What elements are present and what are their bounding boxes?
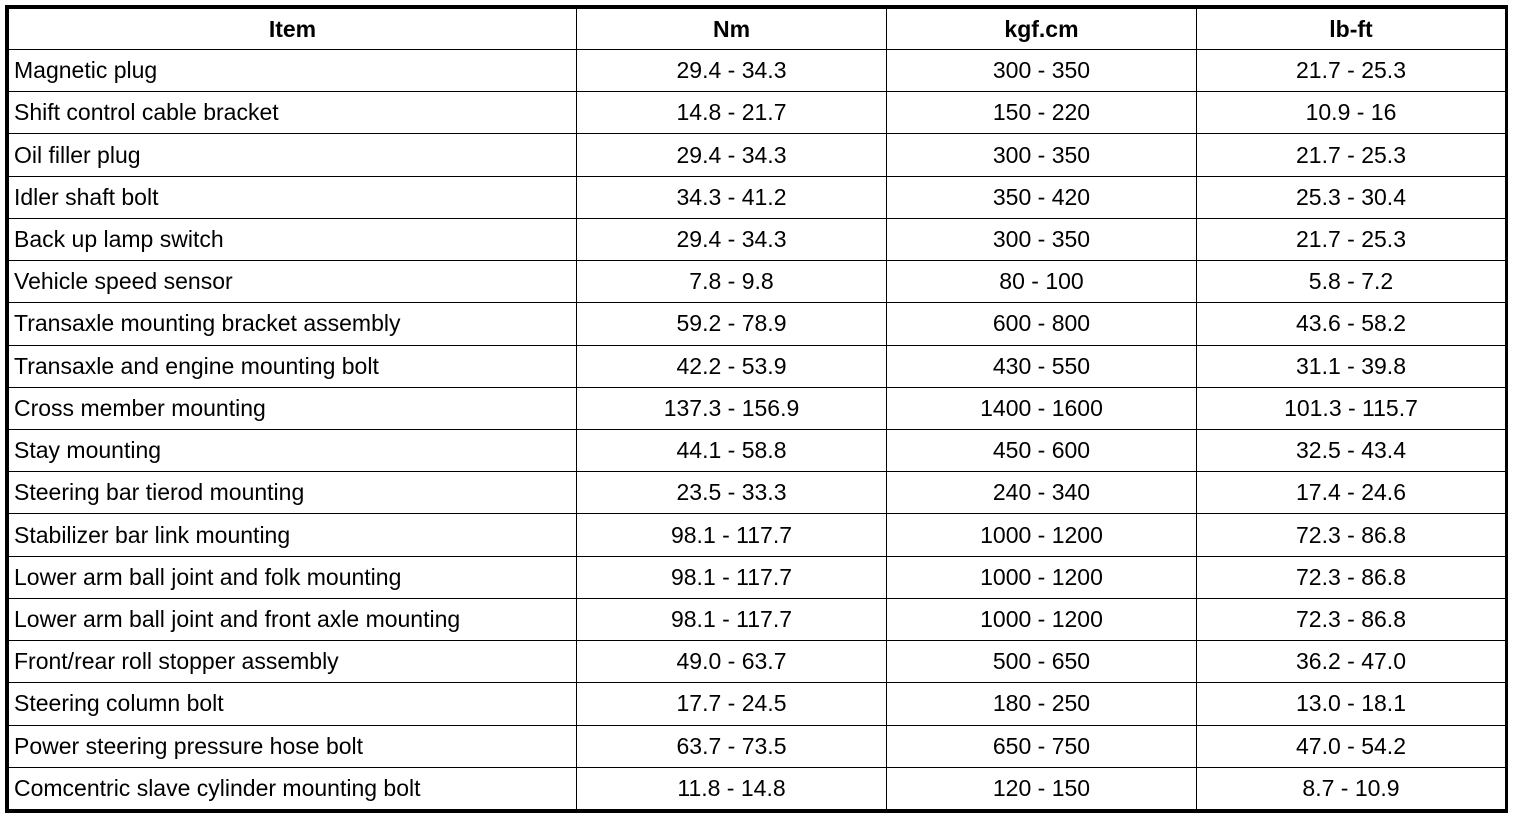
cell-nm: 29.4 - 34.3	[577, 218, 887, 260]
table-row	[9, 472, 1506, 514]
cell-lb-ft: 25.3 - 30.4	[1197, 176, 1506, 218]
header-item: Item	[9, 9, 577, 50]
cell-kgf-cm: 80 - 100	[887, 261, 1197, 303]
cell-nm: 17.7 - 24.5	[577, 683, 887, 725]
cell-nm: 49.0 - 63.7	[577, 641, 887, 683]
cell-lb-ft: 21.7 - 25.3	[1197, 134, 1506, 176]
cell-item: Stay mounting	[9, 429, 577, 471]
torque-spec-table	[8, 8, 1506, 810]
cell-kgf-cm: 500 - 650	[887, 641, 1197, 683]
torque-spec-table-frame	[5, 5, 1508, 813]
table-row	[9, 641, 1506, 683]
table-body	[9, 50, 1506, 810]
cell-kgf-cm: 1000 - 1200	[887, 514, 1197, 556]
cell-lb-ft: 17.4 - 24.6	[1197, 472, 1506, 514]
table-row	[9, 387, 1506, 429]
cell-lb-ft: 32.5 - 43.4	[1197, 429, 1506, 471]
table-row	[9, 50, 1506, 92]
table-row	[9, 176, 1506, 218]
cell-kgf-cm: 600 - 800	[887, 303, 1197, 345]
cell-kgf-cm: 120 - 150	[887, 767, 1197, 809]
cell-kgf-cm: 300 - 350	[887, 134, 1197, 176]
cell-kgf-cm: 1400 - 1600	[887, 387, 1197, 429]
cell-item: Steering bar tierod mounting	[9, 472, 577, 514]
cell-lb-ft: 21.7 - 25.3	[1197, 50, 1506, 92]
cell-item: Lower arm ball joint and folk mounting	[9, 556, 577, 598]
cell-nm: 59.2 - 78.9	[577, 303, 887, 345]
cell-kgf-cm: 430 - 550	[887, 345, 1197, 387]
cell-nm: 34.3 - 41.2	[577, 176, 887, 218]
cell-item: Comcentric slave cylinder mounting bolt	[9, 767, 577, 809]
cell-kgf-cm: 300 - 350	[887, 50, 1197, 92]
table-row	[9, 303, 1506, 345]
header-lb-ft: lb-ft	[1197, 9, 1506, 50]
cell-item: Cross member mounting	[9, 387, 577, 429]
cell-item: Vehicle speed sensor	[9, 261, 577, 303]
table-row	[9, 134, 1506, 176]
cell-nm: 7.8 - 9.8	[577, 261, 887, 303]
cell-nm: 98.1 - 117.7	[577, 556, 887, 598]
cell-lb-ft: 101.3 - 115.7	[1197, 387, 1506, 429]
header-nm: Nm	[577, 9, 887, 50]
cell-kgf-cm: 350 - 420	[887, 176, 1197, 218]
cell-lb-ft: 31.1 - 39.8	[1197, 345, 1506, 387]
cell-nm: 23.5 - 33.3	[577, 472, 887, 514]
header-kgf-cm: kgf.cm	[887, 9, 1197, 50]
cell-item: Transaxle and engine mounting bolt	[9, 345, 577, 387]
cell-lb-ft: 5.8 - 7.2	[1197, 261, 1506, 303]
cell-kgf-cm: 1000 - 1200	[887, 556, 1197, 598]
table-header	[9, 9, 1506, 50]
cell-lb-ft: 43.6 - 58.2	[1197, 303, 1506, 345]
cell-kgf-cm: 240 - 340	[887, 472, 1197, 514]
cell-item: Transaxle mounting bracket assembly	[9, 303, 577, 345]
cell-nm: 42.2 - 53.9	[577, 345, 887, 387]
table-row	[9, 683, 1506, 725]
cell-nm: 98.1 - 117.7	[577, 598, 887, 640]
cell-lb-ft: 72.3 - 86.8	[1197, 556, 1506, 598]
cell-item: Power steering pressure hose bolt	[9, 725, 577, 767]
cell-nm: 11.8 - 14.8	[577, 767, 887, 809]
cell-lb-ft: 10.9 - 16	[1197, 92, 1506, 134]
table-row	[9, 725, 1506, 767]
cell-kgf-cm: 1000 - 1200	[887, 598, 1197, 640]
cell-nm: 29.4 - 34.3	[577, 134, 887, 176]
cell-item: Stabilizer bar link mounting	[9, 514, 577, 556]
cell-lb-ft: 21.7 - 25.3	[1197, 218, 1506, 260]
table-row	[9, 767, 1506, 809]
table-row	[9, 218, 1506, 260]
cell-lb-ft: 47.0 - 54.2	[1197, 725, 1506, 767]
cell-item: Oil filler plug	[9, 134, 577, 176]
cell-item: Magnetic plug	[9, 50, 577, 92]
cell-nm: 44.1 - 58.8	[577, 429, 887, 471]
cell-lb-ft: 36.2 - 47.0	[1197, 641, 1506, 683]
table-row	[9, 345, 1506, 387]
cell-lb-ft: 13.0 - 18.1	[1197, 683, 1506, 725]
cell-nm: 98.1 - 117.7	[577, 514, 887, 556]
cell-item: Lower arm ball joint and front axle mounting	[9, 598, 577, 640]
cell-lb-ft: 72.3 - 86.8	[1197, 514, 1506, 556]
cell-item: Back up lamp switch	[9, 218, 577, 260]
table-row	[9, 514, 1506, 556]
cell-nm: 63.7 - 73.5	[577, 725, 887, 767]
cell-nm: 14.8 - 21.7	[577, 92, 887, 134]
cell-nm: 137.3 - 156.9	[577, 387, 887, 429]
cell-lb-ft: 72.3 - 86.8	[1197, 598, 1506, 640]
header-row	[9, 9, 1506, 50]
table-row	[9, 261, 1506, 303]
cell-item: Steering column bolt	[9, 683, 577, 725]
cell-kgf-cm: 450 - 600	[887, 429, 1197, 471]
table-row	[9, 556, 1506, 598]
cell-lb-ft: 8.7 - 10.9	[1197, 767, 1506, 809]
cell-item: Shift control cable bracket	[9, 92, 577, 134]
cell-kgf-cm: 150 - 220	[887, 92, 1197, 134]
cell-kgf-cm: 650 - 750	[887, 725, 1197, 767]
table-row	[9, 92, 1506, 134]
cell-kgf-cm: 300 - 350	[887, 218, 1197, 260]
cell-nm: 29.4 - 34.3	[577, 50, 887, 92]
cell-item: Idler shaft bolt	[9, 176, 577, 218]
table-row	[9, 429, 1506, 471]
cell-kgf-cm: 180 - 250	[887, 683, 1197, 725]
table-row	[9, 598, 1506, 640]
cell-item: Front/rear roll stopper assembly	[9, 641, 577, 683]
